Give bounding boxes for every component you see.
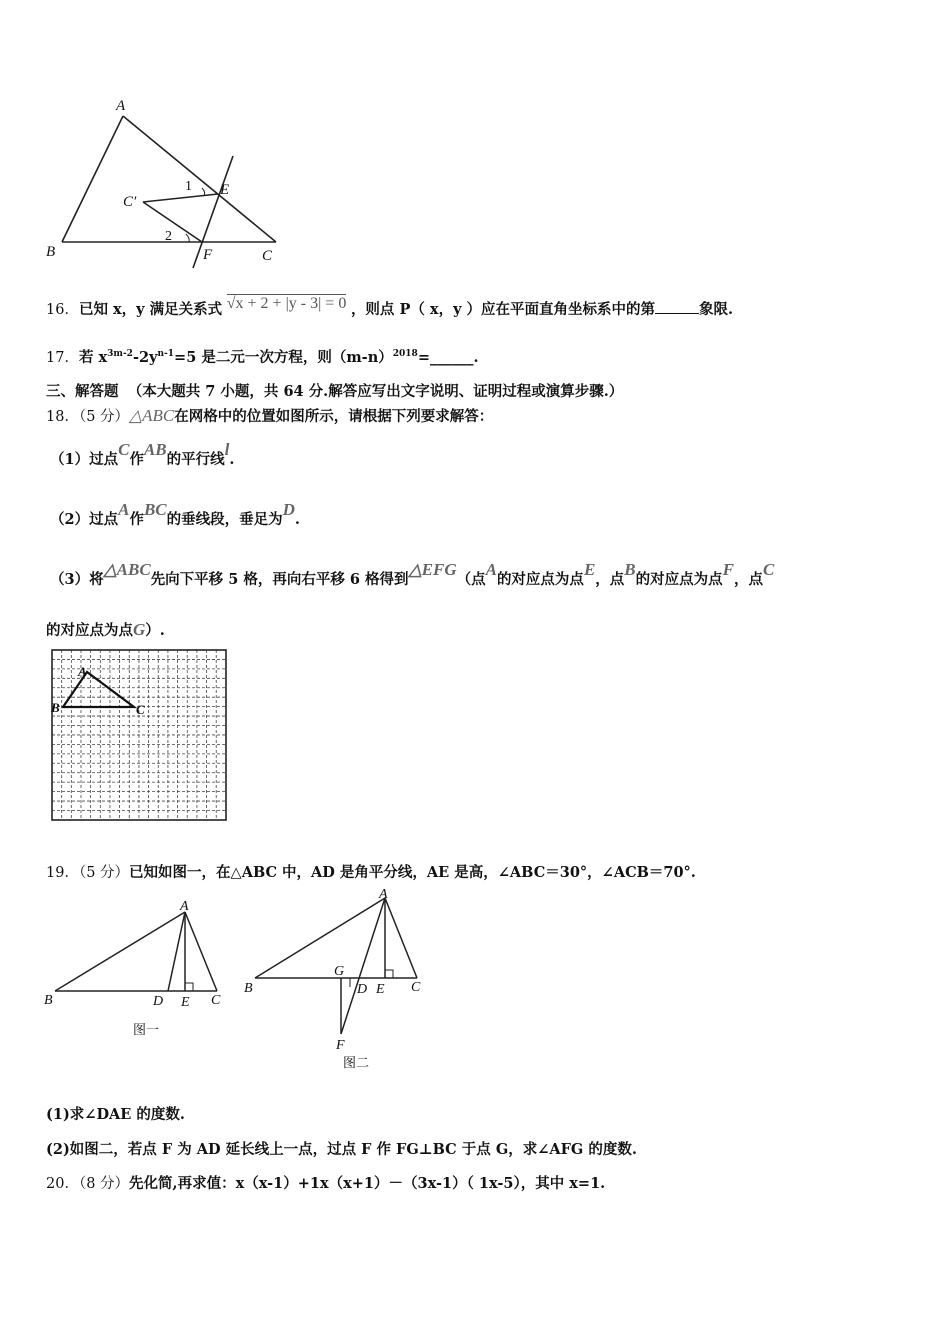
fig2-caption: 图二 — [343, 1056, 370, 1071]
fig1-label-a: A — [180, 899, 189, 914]
label-e: E — [220, 182, 230, 198]
fig2-label-a: A — [379, 887, 388, 902]
fig1-caption: 图一 — [133, 1023, 160, 1038]
question-17: 17．若 $x^{3m-2}-2y^{n-1}=5$ 是二元一次方程，则$(m-n)^{2018}=\_\_\_\_\_\_$. — [46, 349, 479, 366]
fig1-label-b: B — [44, 993, 53, 1008]
question-18-part-2: （2）过点A作BC的垂线段，垂足为D. — [50, 500, 300, 528]
fig2-label-d: D — [357, 982, 368, 997]
question-19: 19．（5 分）已知如图一，在△ABC 中，AD 是角平分线，AE 是高，∠ABC＝30°，∠ACB＝70°. — [46, 864, 696, 881]
fig2-label-g: G — [334, 964, 345, 979]
grid-figure — [50, 648, 230, 824]
question-19-sub-1: (1)求∠DAE 的度数. — [46, 1106, 185, 1123]
fig2-label-f: F — [336, 1038, 345, 1053]
label-c: C — [262, 248, 273, 264]
fig2-label-c: C — [411, 980, 421, 995]
fig2-label-e: E — [376, 982, 385, 997]
grid-label-b: B — [51, 700, 60, 715]
grid-label-a: A — [78, 664, 87, 679]
figure-two — [240, 886, 440, 1072]
angle-2: 2 — [165, 229, 172, 244]
label-f: F — [203, 247, 213, 263]
fig1-label-c: C — [211, 993, 221, 1008]
label-a: A — [116, 98, 126, 114]
triangle-figure-15 — [40, 92, 300, 272]
question-16: 16．已知 x，y 满足关系式 √x + 2 + |y - 3| = 0 ，则点 P（ x，y ）应在平面直角坐标系中的第 象限. — [46, 295, 734, 318]
label-c-prime: C′ — [123, 194, 137, 210]
question-20: 20．（8 分）先化简,再求值：x（x-1）+1x（x+1）－（3x-1）（ 1x-5），其中 x=1. — [46, 1175, 606, 1192]
grid-label-c: C — [136, 702, 145, 717]
fig1-label-e: E — [181, 995, 190, 1010]
question-18-part-1: （1）过点C作AB的平行线l. — [50, 440, 235, 468]
question-18-part-3: （3）将△ABC先向下平移 5 格，再向右平移 6 格得到△EFG（点A的对应点为点E，点B的对应点为点F，点C — [50, 560, 775, 588]
question-19-sub-2: (2)如图二，若点 F 为 AD 延长线上一点，过点 F 作 FG⊥BC 于点 G，求∠AFG 的度数. — [46, 1141, 637, 1158]
formula: √x + 2 + |y - 3| = 0 — [226, 295, 347, 312]
section-3-heading: 三、解答题 （本大题共 7 小题，共 64 分.解答应写出文字说明、证明过程或演算步骤.） — [46, 383, 624, 400]
answer-blank — [655, 301, 699, 314]
angle-1: 1 — [185, 179, 192, 194]
fig2-label-b: B — [244, 981, 253, 996]
label-b: B — [46, 244, 56, 260]
fig1-label-d: D — [153, 994, 164, 1009]
question-18-part-3-cont: 的对应点为点G）. — [46, 620, 165, 639]
figure-one — [40, 898, 240, 1043]
question-18: 18．（5 分）△ABC在网格中的位置如图所示，请根据下列要求解答： — [46, 406, 494, 425]
